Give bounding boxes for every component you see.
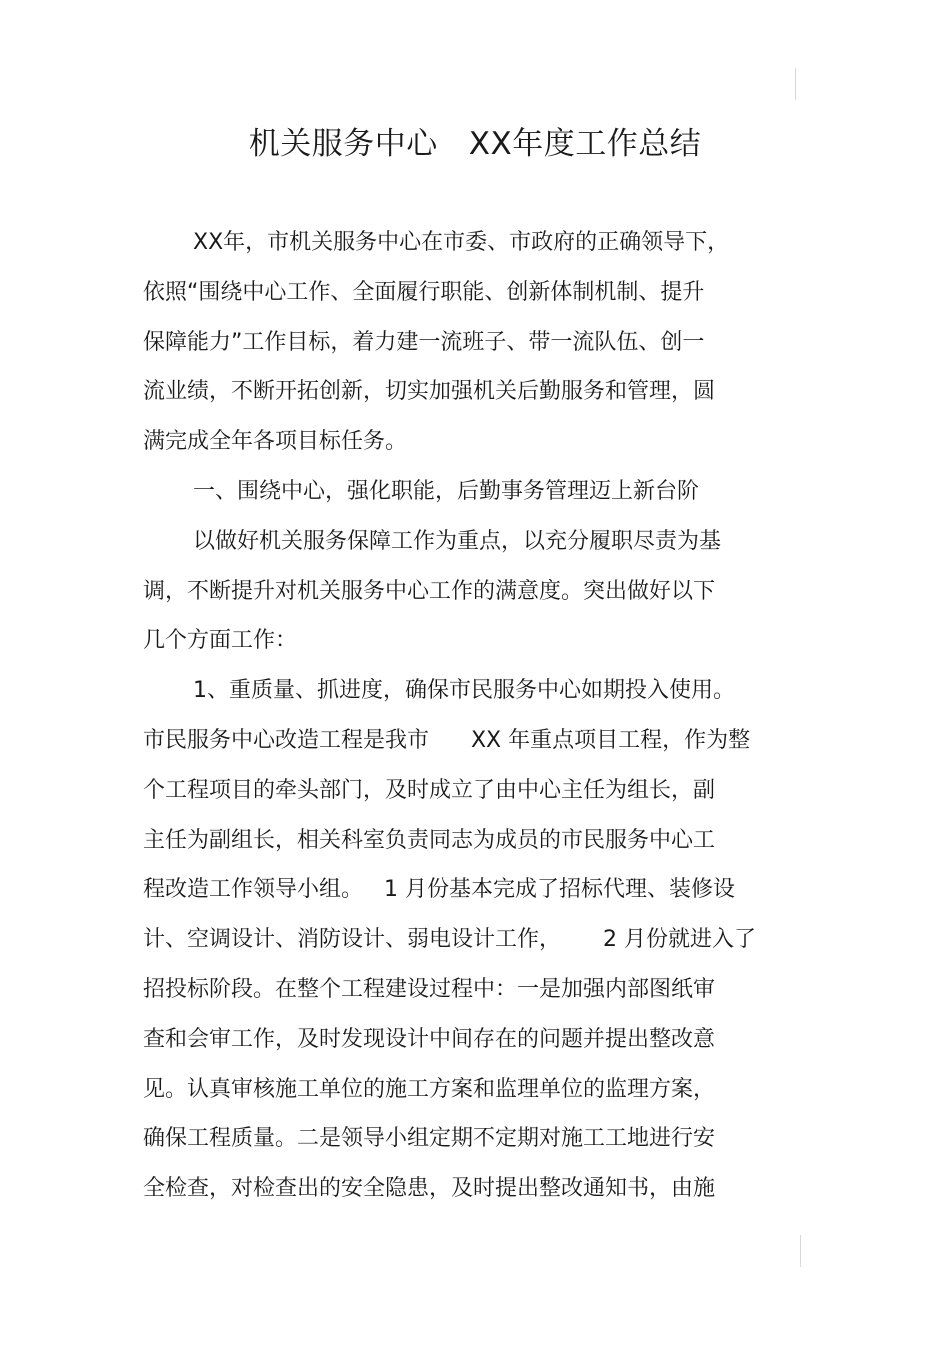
text-line: 依照“围绕中心工作、全面履行职能、创新体制机制、提升 bbox=[143, 279, 705, 305]
text-line: 程改造工作领导小组。 1 月份基本完成了招标代理、装修设 bbox=[143, 877, 735, 903]
text-line: 满完成全年各项目标任务。 bbox=[143, 429, 408, 455]
text-line: 见。认真审核施工单位的施工方案和监理单位的监理方案， bbox=[143, 1076, 716, 1102]
document-title: 机关服务中心 XX年度工作总结 bbox=[248, 126, 702, 162]
text-line: 流业绩，不断开拓创新，切实加强机关后勤服务和管理，圆 bbox=[143, 379, 716, 405]
text-line: 市民服务中心改造工程是我市 XX 年重点项目工程，作为整 bbox=[143, 727, 751, 753]
text-line: 个工程项目的牵头部门，及时成立了由中心主任为组长，副 bbox=[143, 777, 716, 803]
text-line: 1、重质量、抓进度，确保市民服务中心如期投入使用。 bbox=[193, 678, 735, 704]
text-line: 主任为副组长，相关科室负责同志为成员的市民服务中心工 bbox=[143, 827, 716, 853]
document-body bbox=[143, 218, 803, 1214]
text-line: 查和会审工作，及时发现设计中间存在的问题并提出整改意 bbox=[143, 1026, 716, 1052]
text-line: 计、空调设计、消防设计、弱电设计工作， 2 月份就进入了 bbox=[143, 927, 756, 953]
text-line: 全检查，对检查出的安全隐患，及时提出整改通知书，由施 bbox=[143, 1176, 716, 1202]
text-line: 招投标阶段。在整个工程建设过程中：一是加强内部图纸审 bbox=[143, 976, 716, 1002]
text-line: 以做好机关服务保障工作为重点，以充分履职尽责为基 bbox=[193, 528, 722, 554]
text-line: 调，不断提升对机关服务中心工作的满意度。突出做好以下 bbox=[143, 578, 716, 604]
text-line: 几个方面工作： bbox=[143, 628, 298, 654]
page-corner-mark-top bbox=[795, 68, 796, 100]
text-line: 确保工程质量。二是领导小组定期不定期对施工工地进行安 bbox=[143, 1126, 716, 1152]
page-corner-mark-bottom bbox=[800, 1235, 801, 1267]
text-line: 保障能力”工作目标，着力建一流班子、带一流队伍、创一 bbox=[143, 329, 705, 355]
text-line: XX年，市机关服务中心在市委、市政府的正确领导下， bbox=[193, 230, 730, 255]
text-line: 一、围绕中心，强化职能，后勤事务管理迈上新台阶 bbox=[193, 478, 700, 504]
